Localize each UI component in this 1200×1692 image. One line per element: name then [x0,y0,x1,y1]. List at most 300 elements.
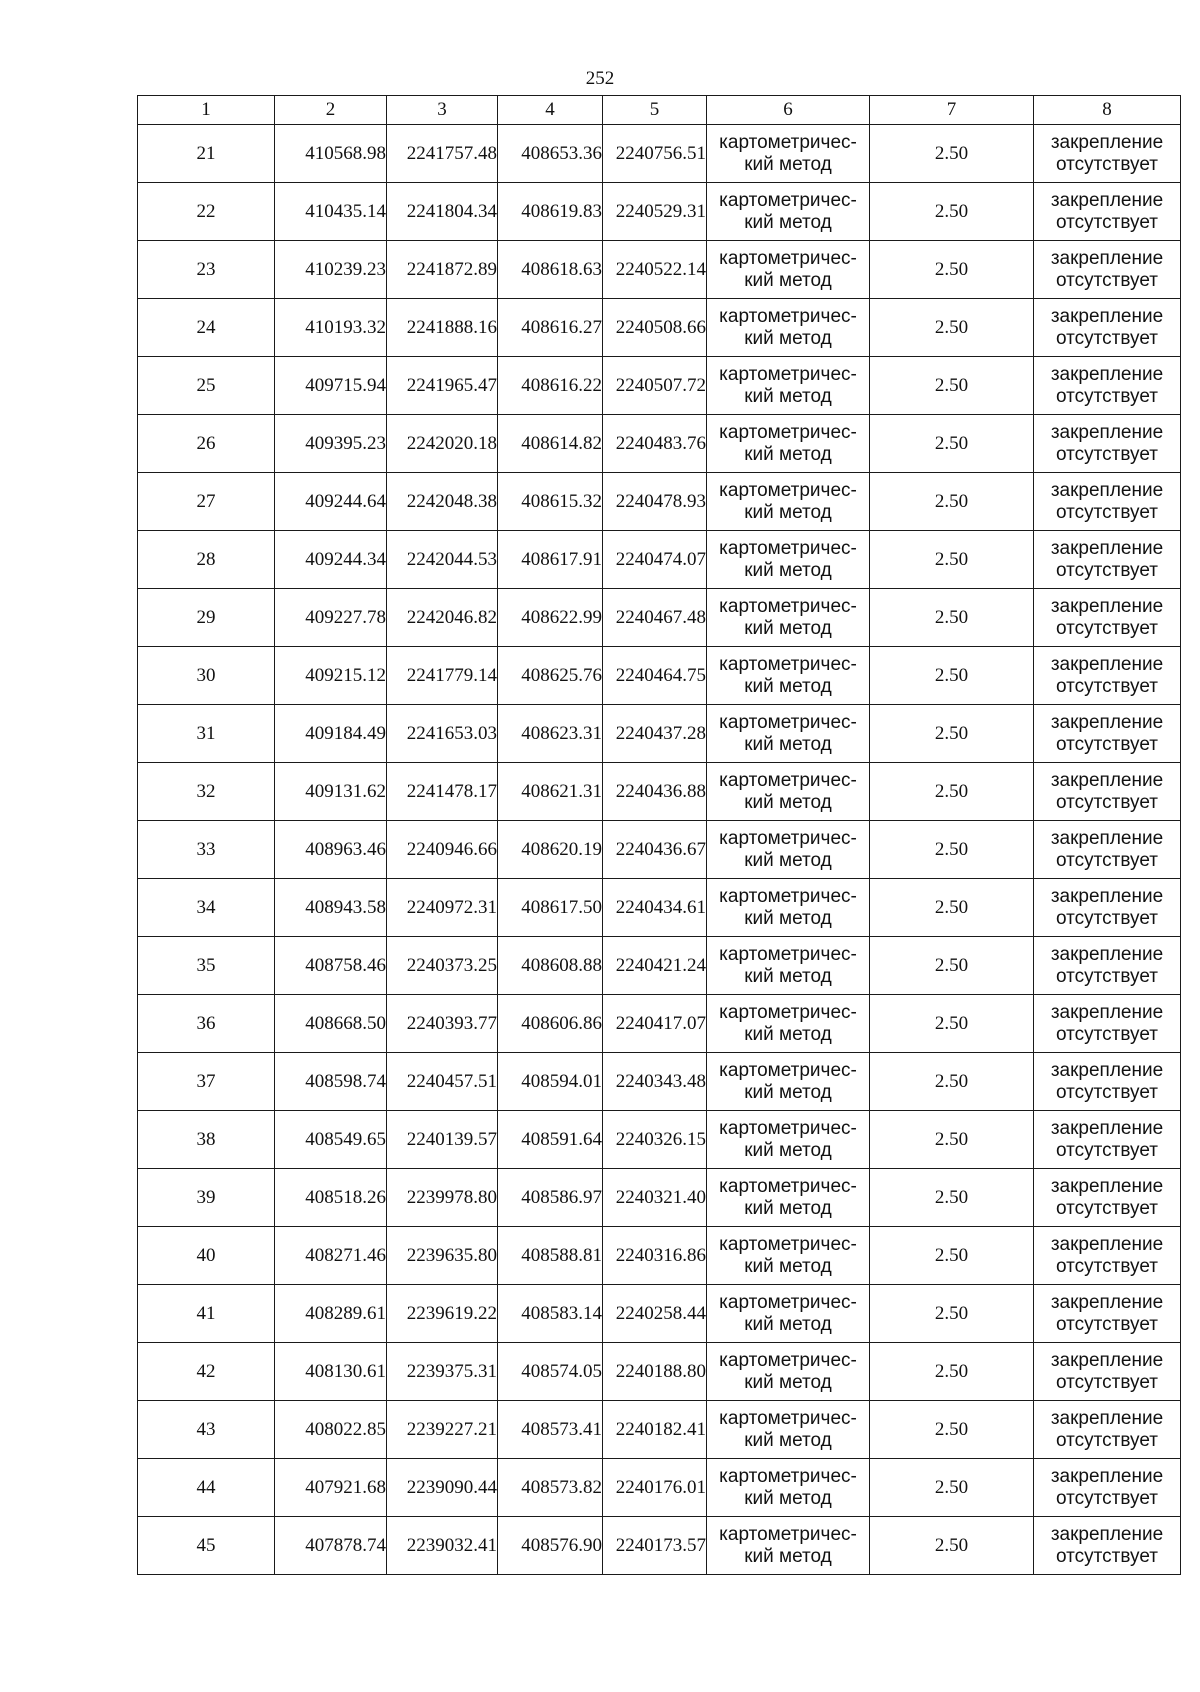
fixing-line-2: отсутствует [1056,559,1158,581]
method-cell [707,415,870,473]
fixing-line-1: закрепление [1050,1001,1164,1023]
fixing-line-1: закрепление [1050,943,1164,965]
point-number-cell: 39 [138,1169,275,1227]
point-number-cell: 26 [138,415,275,473]
coord-x2-cell: 408574.05 [498,1343,603,1401]
table-row [138,1401,1181,1459]
accuracy-cell: 2.50 [870,937,1034,995]
fixing-cell [1034,589,1181,647]
fixing-line-1: закрепление [1050,1233,1164,1255]
table-row [138,299,1181,357]
coord-y-cell: 2240972.31 [387,879,498,937]
coord-y2-cell: 2240436.88 [603,763,707,821]
fixing-cell [1034,241,1181,299]
table-row [138,1343,1181,1401]
table-row [138,1517,1181,1575]
coord-x-cell: 408289.61 [275,1285,387,1343]
method-line-2: кий метод [744,211,832,233]
fixing-cell [1034,299,1181,357]
fixing-cell [1034,705,1181,763]
coord-y2-cell: 2240467.48 [603,589,707,647]
method-line-2: кий метод [744,965,832,987]
fixing-line-1: закрепление [1050,1349,1164,1371]
point-number-cell: 27 [138,473,275,531]
method-cell [707,299,870,357]
accuracy-cell: 2.50 [870,1517,1034,1575]
coord-x-cell: 408022.85 [275,1401,387,1459]
point-number-cell: 29 [138,589,275,647]
method-line-2: кий метод [744,1545,832,1567]
fixing-line-2: отсутствует [1056,443,1158,465]
method-cell [707,937,870,995]
table-row [138,415,1181,473]
fixing-cell [1034,1459,1181,1517]
fixing-line-2: отсутствует [1056,1255,1158,1277]
method-line-1: картометричес- [719,537,857,559]
coord-y2-cell: 2240417.07 [603,995,707,1053]
method-line-2: кий метод [744,559,832,581]
coord-y-cell: 2241478.17 [387,763,498,821]
coord-x2-cell: 408615.32 [498,473,603,531]
method-cell [707,183,870,241]
point-number-cell: 33 [138,821,275,879]
coord-x2-cell: 408586.97 [498,1169,603,1227]
fixing-line-2: отсутствует [1056,385,1158,407]
table-row [138,1459,1181,1517]
method-line-2: кий метод [744,1313,832,1335]
fixing-line-2: отсутствует [1056,791,1158,813]
accuracy-cell: 2.50 [870,473,1034,531]
method-cell [707,705,870,763]
fixing-line-1: закрепление [1050,131,1164,153]
coord-x2-cell: 408594.01 [498,1053,603,1111]
fixing-line-2: отсутствует [1056,733,1158,755]
coord-y-cell: 2240373.25 [387,937,498,995]
coord-y2-cell: 2240464.75 [603,647,707,705]
header-cell-8: 8 [1034,96,1181,125]
coord-y2-cell: 2240421.24 [603,937,707,995]
method-cell [707,763,870,821]
coord-y-cell: 2240457.51 [387,1053,498,1111]
accuracy-cell: 2.50 [870,125,1034,183]
fixing-line-1: закрепление [1050,711,1164,733]
fixing-cell [1034,1169,1181,1227]
table-row [138,1227,1181,1285]
point-number-cell: 41 [138,1285,275,1343]
fixing-line-1: закрепление [1050,1523,1164,1545]
fixing-line-1: закрепление [1050,595,1164,617]
method-line-2: кий метод [744,443,832,465]
coord-x-cell: 408598.74 [275,1053,387,1111]
fixing-cell [1034,1285,1181,1343]
coord-x-cell: 409715.94 [275,357,387,415]
accuracy-cell: 2.50 [870,763,1034,821]
coordinates-table [137,95,1181,1575]
coord-x-cell: 410568.98 [275,125,387,183]
fixing-cell [1034,473,1181,531]
coord-y2-cell: 2240434.61 [603,879,707,937]
accuracy-cell: 2.50 [870,821,1034,879]
coord-y2-cell: 2240343.48 [603,1053,707,1111]
coord-y-cell: 2240946.66 [387,821,498,879]
method-line-2: кий метод [744,1197,832,1219]
point-number-cell: 32 [138,763,275,821]
coord-x2-cell: 408591.64 [498,1111,603,1169]
fixing-cell [1034,937,1181,995]
coord-x-cell: 409215.12 [275,647,387,705]
table-row [138,241,1181,299]
accuracy-cell: 2.50 [870,415,1034,473]
method-line-1: картометричес- [719,421,857,443]
accuracy-cell: 2.50 [870,1343,1034,1401]
coord-y-cell: 2239978.80 [387,1169,498,1227]
fixing-line-1: закрепление [1050,305,1164,327]
method-line-2: кий метод [744,733,832,755]
method-line-1: картометричес- [719,305,857,327]
method-line-2: кий метод [744,617,832,639]
table-row [138,589,1181,647]
method-line-1: картометричес- [719,189,857,211]
method-line-1: картометричес- [719,1001,857,1023]
coord-x-cell: 408668.50 [275,995,387,1053]
fixing-line-1: закрепление [1050,1465,1164,1487]
method-line-1: картометричес- [719,131,857,153]
point-number-cell: 35 [138,937,275,995]
header-cell-5: 5 [603,96,707,125]
coord-x2-cell: 408625.76 [498,647,603,705]
accuracy-cell: 2.50 [870,995,1034,1053]
method-cell [707,357,870,415]
method-line-1: картометричес- [719,1407,857,1429]
coord-x-cell: 407921.68 [275,1459,387,1517]
method-line-1: картометричес- [719,943,857,965]
fixing-line-1: закрепление [1050,1407,1164,1429]
method-line-1: картометричес- [719,247,857,269]
fixing-line-1: закрепление [1050,1291,1164,1313]
fixing-cell [1034,1227,1181,1285]
coord-y-cell: 2239375.31 [387,1343,498,1401]
method-cell [707,1227,870,1285]
coord-x-cell: 410435.14 [275,183,387,241]
coord-x2-cell: 408616.27 [498,299,603,357]
fixing-cell [1034,1401,1181,1459]
point-number-cell: 43 [138,1401,275,1459]
accuracy-cell: 2.50 [870,1401,1034,1459]
table-row [138,531,1181,589]
method-line-2: кий метод [744,385,832,407]
fixing-line-1: закрепление [1050,885,1164,907]
method-cell [707,647,870,705]
header-cell-1: 1 [138,96,275,125]
method-line-2: кий метод [744,1487,832,1509]
method-line-2: кий метод [744,907,832,929]
fixing-cell [1034,125,1181,183]
point-number-cell: 40 [138,1227,275,1285]
table-row [138,821,1181,879]
method-cell [707,589,870,647]
fixing-line-2: отсутствует [1056,1313,1158,1335]
table-row [138,183,1181,241]
point-number-cell: 22 [138,183,275,241]
point-number-cell: 30 [138,647,275,705]
fixing-line-2: отсутствует [1056,907,1158,929]
accuracy-cell: 2.50 [870,299,1034,357]
fixing-line-1: закрепление [1050,769,1164,791]
method-cell [707,125,870,183]
header-cell-6: 6 [707,96,870,125]
method-line-2: кий метод [744,269,832,291]
fixing-line-2: отсутствует [1056,1429,1158,1451]
point-number-cell: 36 [138,995,275,1053]
coord-y-cell: 2239032.41 [387,1517,498,1575]
fixing-line-2: отсутствует [1056,849,1158,871]
table-row [138,1285,1181,1343]
fixing-line-1: закрепление [1050,827,1164,849]
accuracy-cell: 2.50 [870,1285,1034,1343]
method-line-2: кий метод [744,1371,832,1393]
coord-x-cell: 409395.23 [275,415,387,473]
coord-x2-cell: 408622.99 [498,589,603,647]
table-row [138,705,1181,763]
coord-y-cell: 2241757.48 [387,125,498,183]
fixing-line-1: закрепление [1050,1117,1164,1139]
accuracy-cell: 2.50 [870,647,1034,705]
table-row [138,647,1181,705]
header-cell-2: 2 [275,96,387,125]
coord-x2-cell: 408621.31 [498,763,603,821]
fixing-cell [1034,879,1181,937]
fixing-line-2: отсутствует [1056,1487,1158,1509]
table-row [138,995,1181,1053]
accuracy-cell: 2.50 [870,705,1034,763]
coord-x-cell: 409184.49 [275,705,387,763]
method-line-2: кий метод [744,849,832,871]
coord-y-cell: 2239090.44 [387,1459,498,1517]
coord-y2-cell: 2240182.41 [603,1401,707,1459]
method-line-2: кий метод [744,1139,832,1161]
accuracy-cell: 2.50 [870,879,1034,937]
method-line-1: картометричес- [719,1465,857,1487]
fixing-line-2: отсутствует [1056,153,1158,175]
method-cell [707,879,870,937]
table-header [138,96,1181,125]
coord-y-cell: 2239619.22 [387,1285,498,1343]
coord-x2-cell: 408617.50 [498,879,603,937]
method-line-1: картометричес- [719,1523,857,1545]
coord-x2-cell: 408620.19 [498,821,603,879]
coord-y2-cell: 2240483.76 [603,415,707,473]
point-number-cell: 34 [138,879,275,937]
coord-y-cell: 2241653.03 [387,705,498,763]
coord-y2-cell: 2240437.28 [603,705,707,763]
coord-x-cell: 408963.46 [275,821,387,879]
accuracy-cell: 2.50 [870,241,1034,299]
coord-x-cell: 408943.58 [275,879,387,937]
header-cell-3: 3 [387,96,498,125]
coord-y2-cell: 2240436.67 [603,821,707,879]
method-line-1: картометричес- [719,1059,857,1081]
point-number-cell: 24 [138,299,275,357]
point-number-cell: 37 [138,1053,275,1111]
coord-x-cell: 408758.46 [275,937,387,995]
method-cell [707,1459,870,1517]
method-cell [707,1343,870,1401]
fixing-line-1: закрепление [1050,653,1164,675]
table-row [138,357,1181,415]
coord-y2-cell: 2240529.31 [603,183,707,241]
coord-x-cell: 410193.32 [275,299,387,357]
coord-x2-cell: 408618.63 [498,241,603,299]
coord-x-cell: 407878.74 [275,1517,387,1575]
page-number: 252 [585,68,615,89]
fixing-cell [1034,995,1181,1053]
coord-y2-cell: 2240522.14 [603,241,707,299]
coord-x-cell: 409131.62 [275,763,387,821]
point-number-cell: 21 [138,125,275,183]
coord-x2-cell: 408623.31 [498,705,603,763]
method-line-1: картометричес- [719,1233,857,1255]
method-cell [707,1517,870,1575]
fixing-cell [1034,531,1181,589]
coord-y-cell: 2242046.82 [387,589,498,647]
coord-y2-cell: 2240188.80 [603,1343,707,1401]
method-cell [707,1111,870,1169]
fixing-line-2: отсутствует [1056,501,1158,523]
method-cell [707,1401,870,1459]
coord-y2-cell: 2240508.66 [603,299,707,357]
fixing-cell [1034,1111,1181,1169]
method-line-2: кий метод [744,1023,832,1045]
method-line-2: кий метод [744,675,832,697]
coord-y-cell: 2242048.38 [387,473,498,531]
fixing-line-2: отсутствует [1056,675,1158,697]
fixing-line-1: закрепление [1050,537,1164,559]
fixing-line-1: закрепление [1050,479,1164,501]
coord-y2-cell: 2240258.44 [603,1285,707,1343]
coord-y2-cell: 2240316.86 [603,1227,707,1285]
coord-y2-cell: 2240321.40 [603,1169,707,1227]
fixing-line-2: отсутствует [1056,1081,1158,1103]
accuracy-cell: 2.50 [870,1227,1034,1285]
coord-x-cell: 409244.64 [275,473,387,531]
coord-x2-cell: 408573.82 [498,1459,603,1517]
fixing-cell [1034,183,1181,241]
fixing-line-1: закрепление [1050,421,1164,443]
fixing-line-2: отсутствует [1056,617,1158,639]
fixing-line-1: закрепление [1050,1175,1164,1197]
coord-x2-cell: 408588.81 [498,1227,603,1285]
coord-y-cell: 2239227.21 [387,1401,498,1459]
coord-y2-cell: 2240326.15 [603,1111,707,1169]
coord-x2-cell: 408653.36 [498,125,603,183]
accuracy-cell: 2.50 [870,531,1034,589]
coord-y-cell: 2242044.53 [387,531,498,589]
point-number-cell: 25 [138,357,275,415]
coord-x-cell: 409244.34 [275,531,387,589]
method-line-2: кий метод [744,327,832,349]
accuracy-cell: 2.50 [870,183,1034,241]
coord-x-cell: 409227.78 [275,589,387,647]
fixing-line-2: отсутствует [1056,1197,1158,1219]
coord-x-cell: 408518.26 [275,1169,387,1227]
coord-x2-cell: 408619.83 [498,183,603,241]
fixing-cell [1034,1053,1181,1111]
fixing-cell [1034,821,1181,879]
coord-y2-cell: 2240507.72 [603,357,707,415]
fixing-cell [1034,415,1181,473]
accuracy-cell: 2.50 [870,357,1034,415]
method-line-2: кий метод [744,153,832,175]
point-number-cell: 38 [138,1111,275,1169]
method-cell [707,1053,870,1111]
method-line-1: картометричес- [719,827,857,849]
method-line-2: кий метод [744,791,832,813]
method-line-2: кий метод [744,501,832,523]
fixing-line-2: отсутствует [1056,327,1158,349]
fixing-line-2: отсутствует [1056,211,1158,233]
coord-y-cell: 2241888.16 [387,299,498,357]
fixing-line-1: закрепление [1050,1059,1164,1081]
fixing-cell [1034,1517,1181,1575]
method-line-1: картометричес- [719,363,857,385]
table-row [138,937,1181,995]
coord-x-cell: 408271.46 [275,1227,387,1285]
coord-y-cell: 2240139.57 [387,1111,498,1169]
method-line-1: картометричес- [719,1291,857,1313]
accuracy-cell: 2.50 [870,1169,1034,1227]
table-row [138,125,1181,183]
coord-y-cell: 2239635.80 [387,1227,498,1285]
table-row [138,1111,1181,1169]
method-cell [707,531,870,589]
method-line-1: картометричес- [719,595,857,617]
coord-x-cell: 408130.61 [275,1343,387,1401]
table-row [138,1053,1181,1111]
coord-y2-cell: 2240478.93 [603,473,707,531]
point-number-cell: 23 [138,241,275,299]
accuracy-cell: 2.50 [870,589,1034,647]
method-line-1: картометричес- [719,1349,857,1371]
coord-x2-cell: 408583.14 [498,1285,603,1343]
accuracy-cell: 2.50 [870,1053,1034,1111]
table-row [138,473,1181,531]
coord-x2-cell: 408617.91 [498,531,603,589]
coord-y2-cell: 2240474.07 [603,531,707,589]
coord-y2-cell: 2240173.57 [603,1517,707,1575]
fixing-line-2: отсутствует [1056,1371,1158,1393]
method-cell [707,241,870,299]
fixing-line-1: закрепление [1050,189,1164,211]
method-line-2: кий метод [744,1255,832,1277]
method-line-1: картометричес- [719,885,857,907]
coord-x2-cell: 408608.88 [498,937,603,995]
fixing-line-2: отсутствует [1056,269,1158,291]
table-body [138,125,1181,1575]
header-cell-4: 4 [498,96,603,125]
fixing-line-1: закрепление [1050,363,1164,385]
fixing-line-1: закрепление [1050,247,1164,269]
method-line-1: картометричес- [719,1117,857,1139]
fixing-cell [1034,763,1181,821]
coord-y2-cell: 2240756.51 [603,125,707,183]
coord-y-cell: 2241872.89 [387,241,498,299]
fixing-cell [1034,357,1181,415]
accuracy-cell: 2.50 [870,1111,1034,1169]
method-line-1: картометричес- [719,1175,857,1197]
coord-y-cell: 2242020.18 [387,415,498,473]
coord-y-cell: 2241779.14 [387,647,498,705]
fixing-line-2: отсутствует [1056,1545,1158,1567]
